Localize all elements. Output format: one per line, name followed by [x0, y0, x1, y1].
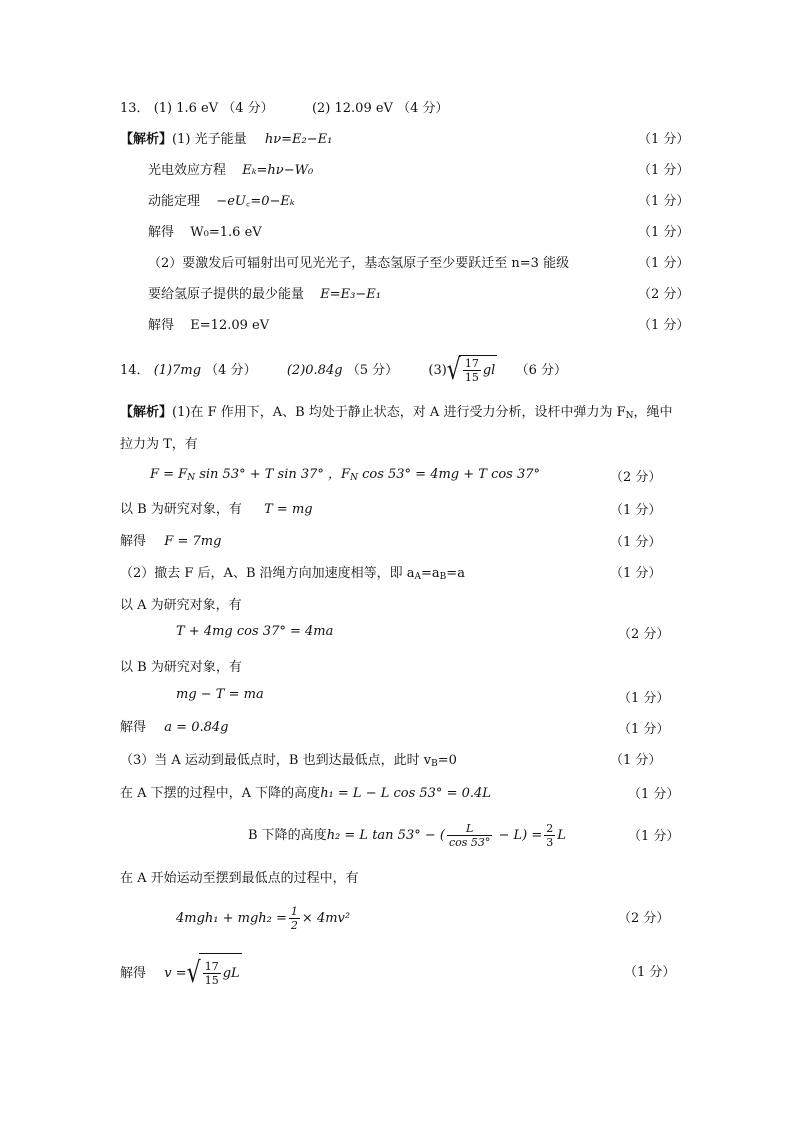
q13-number: 13．	[120, 101, 150, 116]
q14-line-e-frac	[289, 905, 300, 932]
q14-line-h1-text: 在 A 下摆的过程中，A 下降的高度	[120, 786, 321, 801]
q13-header	[120, 100, 448, 118]
q14-line-3	[120, 752, 457, 773]
q13-line-7-equation: E=12.09 eV	[190, 318, 270, 333]
q14-line-v-eq: v =	[164, 966, 187, 981]
q13-line-1	[120, 131, 332, 149]
q14-answer-3-num: 17	[464, 357, 479, 370]
q13-score-1: （1 分）	[638, 132, 690, 147]
q14-line-2-tail: =a	[446, 566, 465, 581]
q14-line-2-text: （2）撤去 F 后，A、B 沿绳方向加速度相等，即 a	[120, 566, 415, 581]
q13-answer-1-score: （4 分）	[222, 101, 274, 116]
q14-line-h2-text: B 下降的高度	[248, 828, 327, 843]
q14-para-2: 拉力为 T，有	[120, 437, 198, 452]
q14-line-acc-eq: a = 0.84g	[164, 720, 229, 735]
q14-eq-1-a: F = F	[150, 467, 188, 482]
q14-header	[120, 355, 567, 386]
q14-line-h2-num: L	[447, 822, 492, 836]
q14-eq-1-sub: N	[187, 473, 196, 483]
q14-eq-1-c: cos 53° = 4mg + T cos 37°	[357, 467, 541, 482]
q13-line-3	[148, 193, 295, 211]
q14-line-e-num: 1	[290, 905, 298, 918]
q14-line-a: 以 A 为研究对象，有	[120, 598, 242, 613]
q14-line-h1-eq: h₁ = L − L cos 53° = 0.4L	[320, 786, 491, 801]
q14-line-3-text: （3）当 A 运动到最低点时，B 也到达最低点，此时 v	[120, 753, 432, 768]
q14-line-2-subA: A	[414, 572, 422, 582]
q13-score-4: （1 分）	[638, 225, 690, 240]
q14-line-f-score: （1 分）	[610, 535, 662, 550]
q13-line-3-equation: −eU꜀=0−Eₖ	[216, 194, 295, 209]
q14-line-h2-frac2	[544, 822, 555, 849]
q14-line-a-eq: T + 4mg cos 37° = 4ma	[176, 624, 334, 639]
q14-answer-3-prefix: (3)	[428, 363, 447, 378]
q13-line-5: （2）要激发后可辐射出可见光光子，基态氢原子至少要跃迁至 n=3 能级	[148, 256, 570, 271]
q14-line-b2: 以 B 为研究对象，有	[120, 660, 242, 675]
q14-number: 14．	[120, 363, 150, 378]
q14-eq-1-b: sin 53° + T sin 37° ，F	[195, 467, 351, 482]
q13-line-4-text: 解得	[148, 225, 175, 240]
q13-line-4	[148, 224, 262, 242]
q14-line-h2-eq-a: h₂ = L tan 53° − (	[326, 828, 445, 843]
q13-line-1-text: (1) 光子能量	[172, 132, 247, 147]
q13-score-5: （1 分）	[638, 256, 690, 271]
q13-line-7-text: 解得	[148, 318, 175, 333]
q14-answer-1-score: （4 分）	[205, 363, 257, 378]
q14-para-1-text: (1)在 F 作用下，A、B 均处于静止状态，对 A 进行受力分析，设杆中弹力为 F	[172, 405, 626, 420]
q13-line-1-equation: hν=E₂−E₁	[264, 132, 333, 147]
q14-line-h1-score: （1 分）	[628, 787, 680, 802]
q14-para-1	[120, 404, 673, 425]
q14-line-e-eq-b: × 4mv²	[301, 911, 351, 926]
q14-line-b2-eq: mg − T = ma	[176, 687, 264, 702]
q14-line-e-den: 2	[290, 919, 298, 932]
q14-line-b	[120, 501, 313, 519]
q14-line-e-eq	[176, 902, 350, 936]
q14-eq-1-sub2: N	[350, 473, 358, 483]
q14-line-b-eq: T = mg	[264, 502, 313, 517]
q14-line-2-mid: =a	[421, 566, 440, 581]
q14-line-e: 在 A 开始运动至摆到最低点的过程中，有	[120, 871, 359, 886]
q13-line-2	[148, 162, 313, 180]
q14-answer-2: (2)0.84g	[286, 363, 343, 378]
q14-line-acc-text: 解得	[120, 720, 147, 735]
q13-analysis-tag: 【解析】	[120, 132, 173, 147]
q14-line-3-tail: =0	[437, 753, 457, 768]
q14-line-v	[120, 953, 242, 994]
q14-line-h1	[120, 785, 491, 803]
q13-score-3: （1 分）	[638, 194, 690, 209]
q14-line-b-score: （1 分）	[610, 503, 662, 518]
q14-line-v-tail: gL	[222, 966, 240, 981]
q14-answer-3-score: （6 分）	[515, 363, 567, 378]
q14-answer-3-den: 15	[464, 371, 479, 384]
q14-line-e-eq-a: 4mgh₁ + mgh₂ =	[176, 911, 287, 926]
q14-line-b2-score: （1 分）	[618, 691, 670, 706]
q14-line-3-score: （1 分）	[610, 753, 662, 768]
q14-answer-2-score: （5 分）	[346, 363, 399, 378]
q14-eq-1-score: （2 分）	[610, 470, 662, 485]
q14-para-1-tail: ，绳中	[633, 405, 673, 420]
q13-score-6: （2 分）	[638, 287, 690, 302]
q14-line-acc-score: （1 分）	[618, 722, 670, 737]
q14-line-b-text: 以 B 为研究对象，有	[120, 502, 242, 517]
q14-line-2	[120, 565, 465, 586]
q14-line-h2-den: cos 53°	[448, 836, 491, 849]
q13-answer-1: (1) 1.6 eV	[153, 101, 219, 116]
q13-score-2: （1 分）	[638, 163, 690, 178]
q13-line-3-text: 动能定理	[148, 194, 201, 209]
q13-answer-2-score: （4 分）	[397, 101, 449, 116]
q14-line-acc	[120, 719, 228, 737]
q14-line-f-eq: F = 7mg	[164, 534, 222, 549]
q14-line-v-den: 15	[204, 974, 219, 987]
q14-line-3-sub: B	[431, 759, 438, 769]
q13-line-6-text: 要给氢原子提供的最少能量	[148, 287, 305, 302]
q14-line-a-score: （2 分）	[618, 627, 670, 642]
q14-line-h2-eq-b: − L) =	[494, 828, 543, 843]
q14-line-2-subB: B	[439, 572, 447, 582]
q14-line-h2-eq-c: L	[557, 828, 566, 843]
q14-answer-1: (1)7mg	[153, 363, 202, 378]
q14-line-f	[120, 533, 221, 551]
q14-answer-3-sqrt: √ $\frac{17}{15}$ gl	[446, 353, 496, 387]
q13-line-6-equation: E=E₃−E₁	[320, 287, 381, 302]
q14-line-e-score: （2 分）	[618, 911, 670, 926]
q13-line-2-equation: Eₖ=hν−W₀	[242, 163, 314, 178]
q13-line-2-text: 光电效应方程	[148, 163, 227, 178]
q14-para-1-sub: N	[625, 411, 634, 421]
q14-line-v-score: （1 分）	[624, 965, 676, 980]
q14-line-h2-score: （1 分）	[628, 829, 680, 844]
q14-line-v-sqrt: √ $\frac{17}{15}$ gL	[187, 953, 242, 994]
q13-line-6	[148, 286, 381, 304]
q13-line-4-equation: W₀=1.6 eV	[190, 225, 262, 240]
q14-line-h2-den2: 3	[546, 836, 554, 849]
q14-line-v-text: 解得	[120, 966, 147, 981]
q14-eq-1	[150, 466, 540, 487]
q13-line-7	[148, 317, 269, 335]
q14-analysis-tag: 【解析】	[120, 405, 173, 420]
q13-answer-2: (2) 12.09 eV	[311, 101, 393, 116]
q14-line-h2-num2: 2	[546, 822, 554, 835]
q14-line-f-text: 解得	[120, 534, 147, 549]
q14-answer-3-tail: gl	[482, 363, 496, 378]
q13-score-7: （1 分）	[638, 318, 690, 333]
q14-line-h2	[248, 818, 566, 854]
q14-line-2-score: （1 分）	[610, 566, 662, 581]
q14-line-v-num: 17	[204, 960, 219, 973]
q14-line-h2-frac	[447, 822, 492, 849]
